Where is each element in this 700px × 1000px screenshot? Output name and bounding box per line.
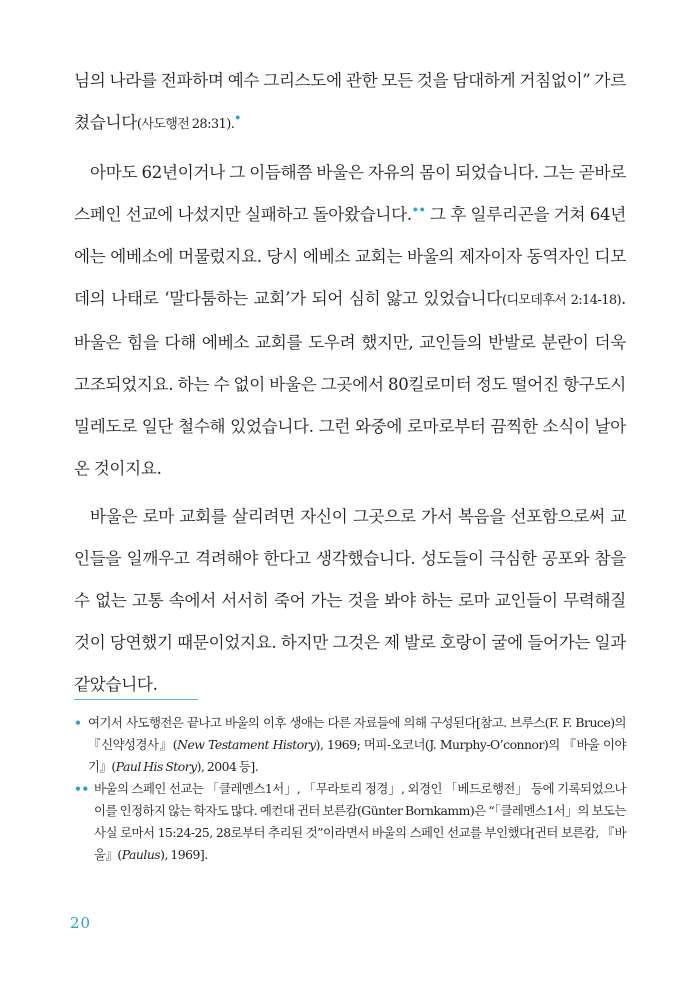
paragraph-3-text: 바울은 로마 교회를 살리려면 자신이 그곳으로 가서 복음을 선포함으로써 교인들을 일깨우고 격려해야 한다고 생각했습니다. 성도들이 극심한 공포와 참을 수 없는 고통 속에서 서서히 죽어 가는 것을 봐야 하는 로마 교인들이 무력해질 것이 당연했기 때문이었지요. 하지만 그것은 제 발로 호랑이 굴에 들어가는 일과 같았습니다.: [74, 507, 626, 694]
paragraph-2: [74, 152, 626, 490]
footnote-bullet-1: •: [74, 715, 82, 730]
footnote-1-title-2: Paul His Story: [115, 759, 197, 774]
scripture-citation: (사도행전 28:31).: [136, 117, 235, 132]
footnote-1-text-b: ), 1969; 머피-오코너(J. Murphy-O’connor)의 『바울 이야기』(: [88, 737, 626, 774]
footnote-divider: [74, 699, 198, 700]
footnote-2: [74, 778, 626, 866]
footnote-mark-1[interactable]: •: [234, 111, 241, 125]
footnote-1-text-c: ), 2004 등].: [196, 759, 259, 774]
footnote-mark-2[interactable]: ••: [411, 203, 426, 217]
footnote-1-title-1: New Testament History: [177, 737, 316, 752]
footnote-2-text-a: 바울의 스페인 선교는 「클레멘스1서」, 「무라토리 정경」, 외경인 「베드로행전」 등에 기록되었으나 이를 인정하지 않는 학자도 많다. 예컨대 귄터 보른캄(Günter Bornkamm)은 “「클레멘스1서」의 보도는 사실 로마서 15:24-25, 28로부터 추리된 것”이라면서 바울의 스페인 선교를 부인했다[귄터 보른캄, 『바울』(: [94, 781, 626, 862]
footnote-bullet-2: ••: [74, 781, 89, 796]
paragraph-1: [74, 60, 626, 146]
main-text: [74, 60, 626, 706]
footnote-2-text-b: ), 1969].: [160, 847, 208, 862]
paragraph-2-text-b: 그 후 일루리곤을 거쳐 64년에는 에베소에 머물렀지요. 당시 에베소 교회는 바울의 제자이자 동역자인 디모데의 나태로 ‘말다툼하는 교회’가 되어 심히 앓고 있었습니다: [74, 205, 626, 308]
footnote-1: [74, 712, 626, 778]
page-number: 20: [70, 914, 92, 932]
scripture-citation: (디모데후서 2:14-18): [502, 293, 622, 308]
paragraph-2-text-c: . 바울은 힘을 다해 에베소 교회를 도우려 했지만, 교인들의 반발로 분란이 더욱 고조되었지요. 하는 수 없이 바울은 그곳에서 80킬로미터 정도 떨어진 항구도시 밀레도로 일단 철수해 있었습니다. 그런 와중에 로마로부터 끔찍한 소식이 날아온 것이지요.: [74, 289, 626, 478]
paragraph-3: [74, 496, 626, 706]
paragraph-2-text-a: 아마도 62년이거나 그 이듬해쯤 바울은 자유의 몸이 되었습니다. 그는 곧바로 스페인 선교에 나섰지만 실패하고 돌아왔습니다.: [74, 163, 626, 224]
paragraph-1-text: 님의 나라를 전파하며 예수 그리스도에 관한 모든 것을 담대하게 거침없이” 가르쳤습니다: [74, 71, 626, 132]
footnote-2-title: Paulus: [121, 847, 161, 862]
footnotes: [74, 712, 626, 866]
footnote-1-text-a: 여기서 사도행전은 끝나고 바울의 이후 생애는 다른 자료들에 의해 구성된다[참고. 브루스(F. F. Bruce)의 『신약성경사』(: [88, 715, 626, 752]
